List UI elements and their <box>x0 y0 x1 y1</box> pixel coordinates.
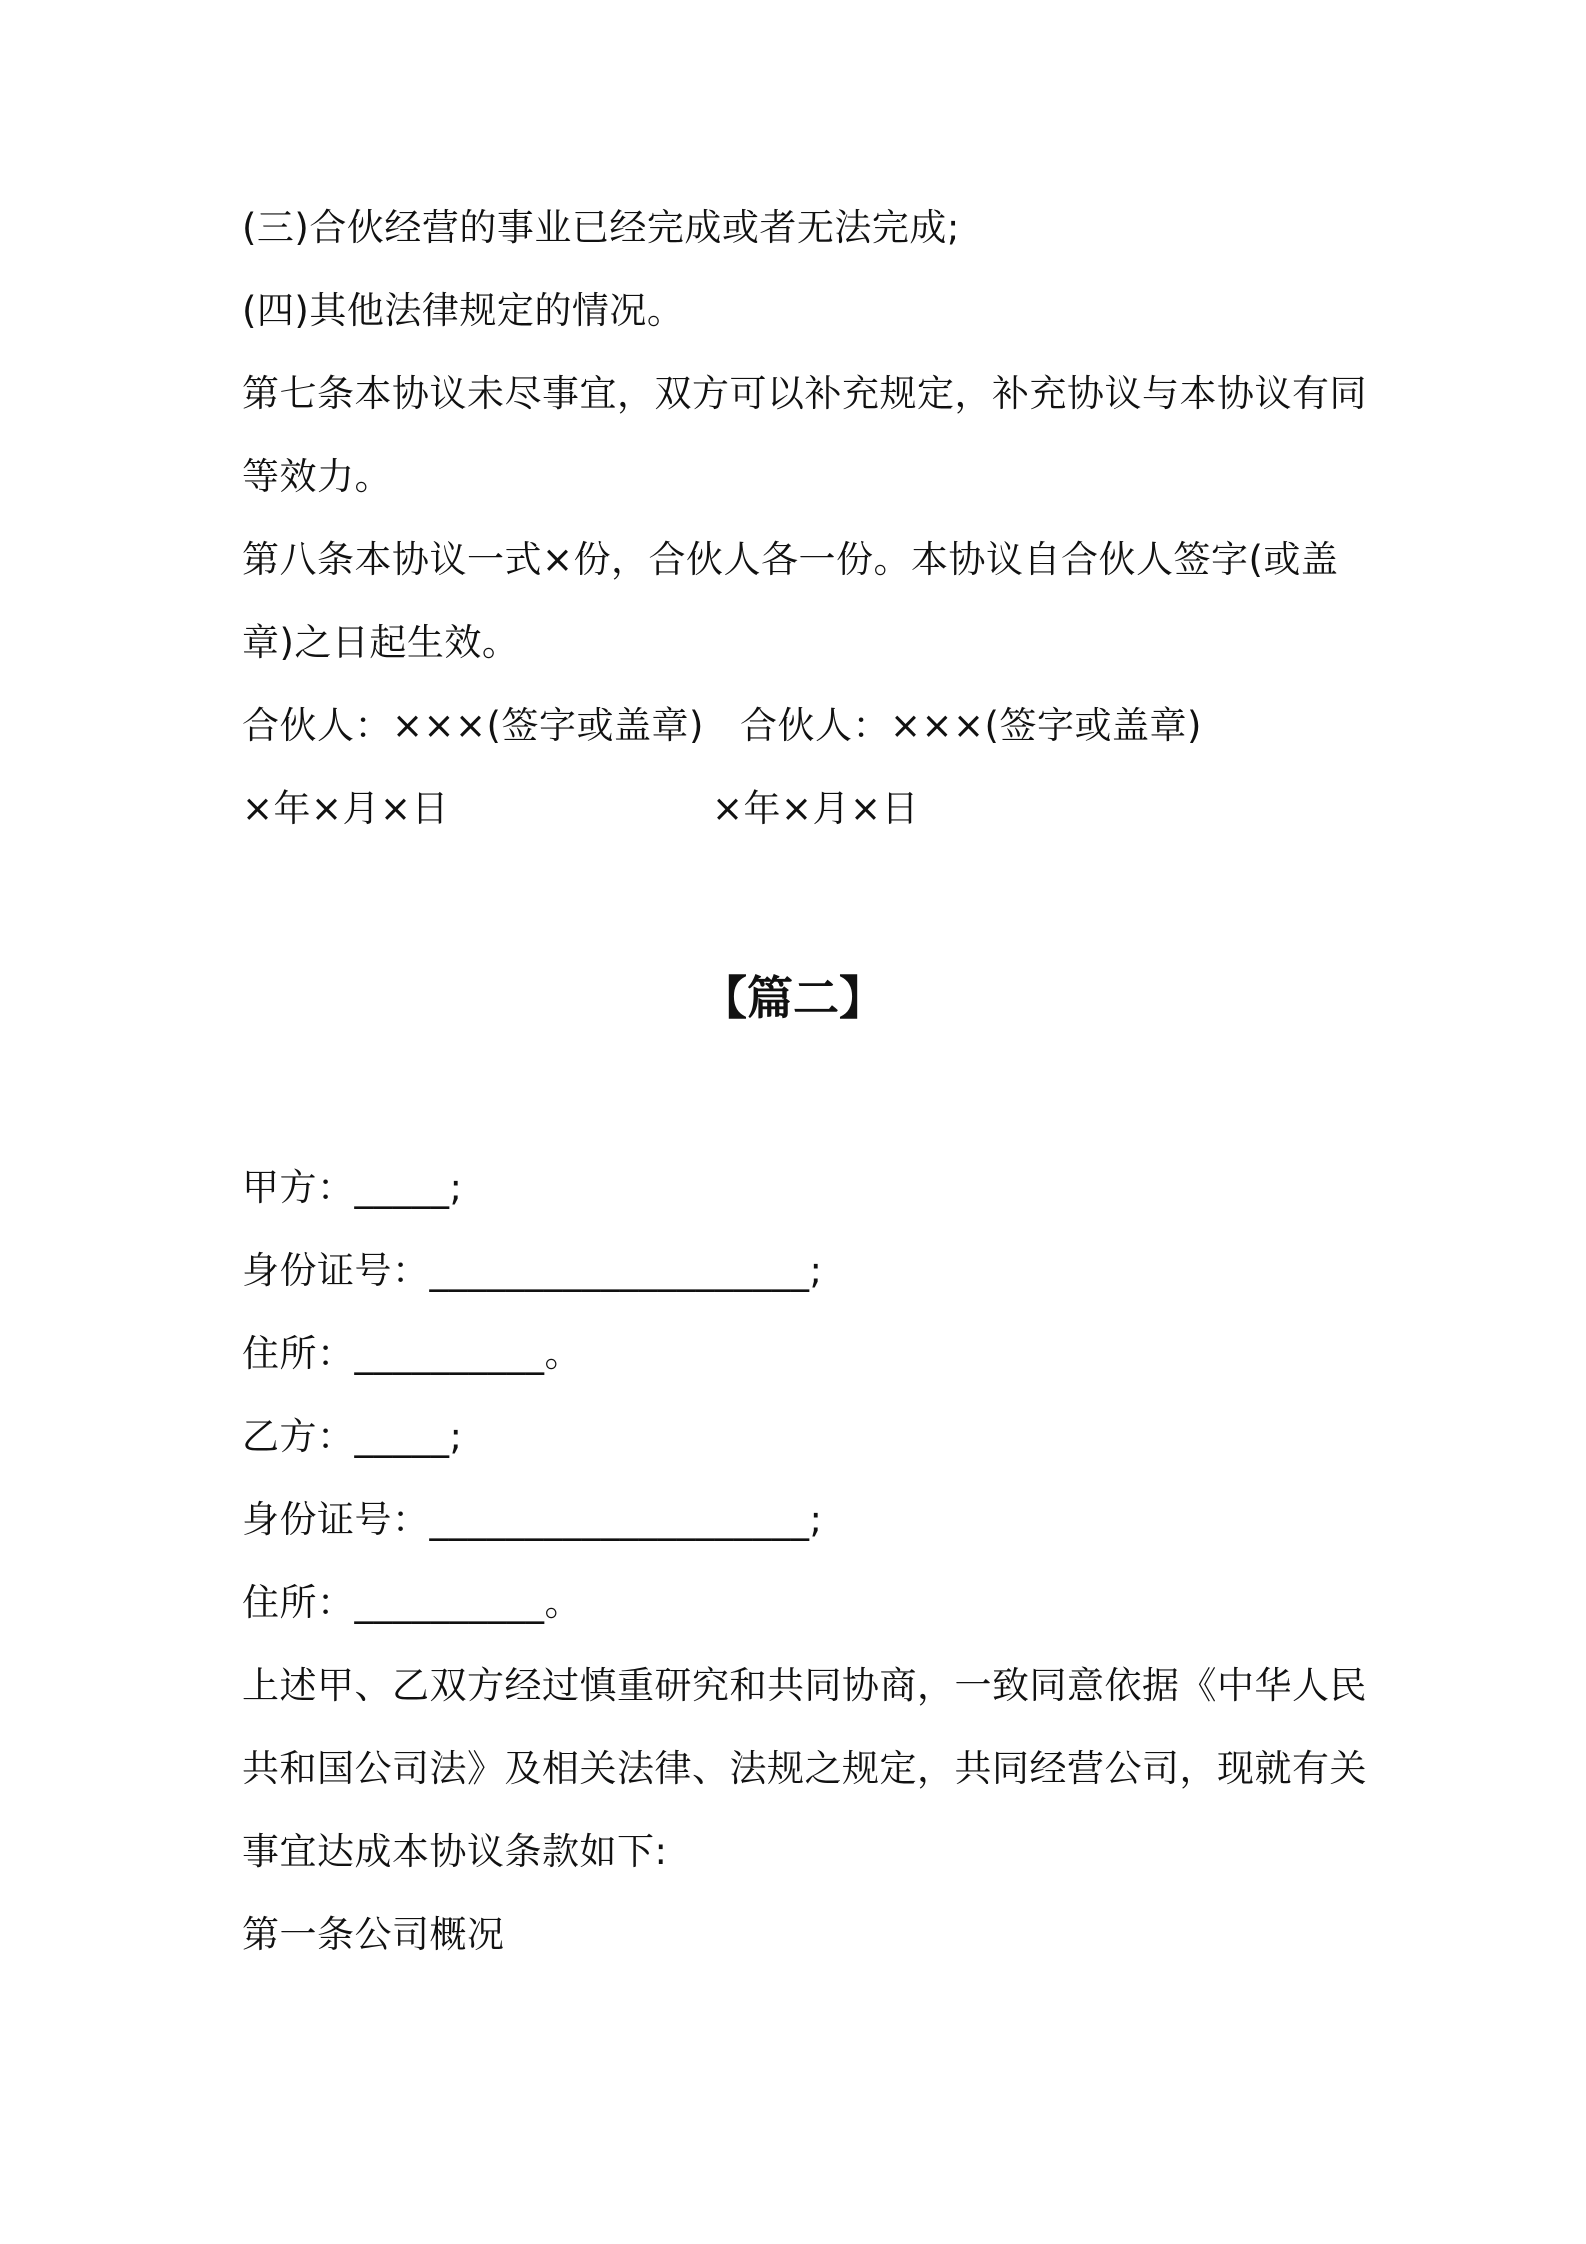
clause-line: 等效力。 <box>242 455 392 498</box>
party-a-address: 住所：__________。 <box>242 1332 582 1375</box>
clause-line: (三)合伙经营的事业已经完成或者无法完成; <box>242 206 960 249</box>
date-line-right: ×年×月×日 <box>712 787 920 830</box>
signature-line-left: 合伙人：×××(签字或盖章) <box>242 704 704 747</box>
party-a-name: 甲方：_____; <box>242 1166 463 1209</box>
preamble-line: 共和国公司法》及相关法律、法规之规定，共同经营公司，现就有关 <box>242 1747 1367 1790</box>
party-b-address: 住所：__________。 <box>242 1581 582 1624</box>
clause-line: 第八条本协议一式×份，合伙人各一份。本协议自合伙人签字(或盖 <box>242 538 1339 581</box>
preamble-line: 事宜达成本协议条款如下: <box>242 1830 668 1873</box>
party-a-id: 身份证号：____________________; <box>242 1249 823 1292</box>
party-b-id: 身份证号：____________________; <box>242 1498 823 1541</box>
clause-line: 章)之日起生效。 <box>242 621 520 664</box>
section-title: 【篇二】 <box>701 971 885 1025</box>
clause-line: (四)其他法律规定的情况。 <box>242 289 685 332</box>
signature-line-right: 合伙人：×××(签字或盖章) <box>740 704 1202 747</box>
article-heading: 第一条公司概况 <box>242 1913 505 1956</box>
date-line-left: ×年×月×日 <box>242 787 450 830</box>
clause-line: 第七条本协议未尽事宜，双方可以补充规定，补充协议与本协议有同 <box>242 372 1367 415</box>
preamble-line: 上述甲、乙双方经过慎重研究和共同协商，一致同意依据《中华人民 <box>242 1664 1367 1707</box>
party-b-name: 乙方：_____; <box>242 1415 463 1458</box>
